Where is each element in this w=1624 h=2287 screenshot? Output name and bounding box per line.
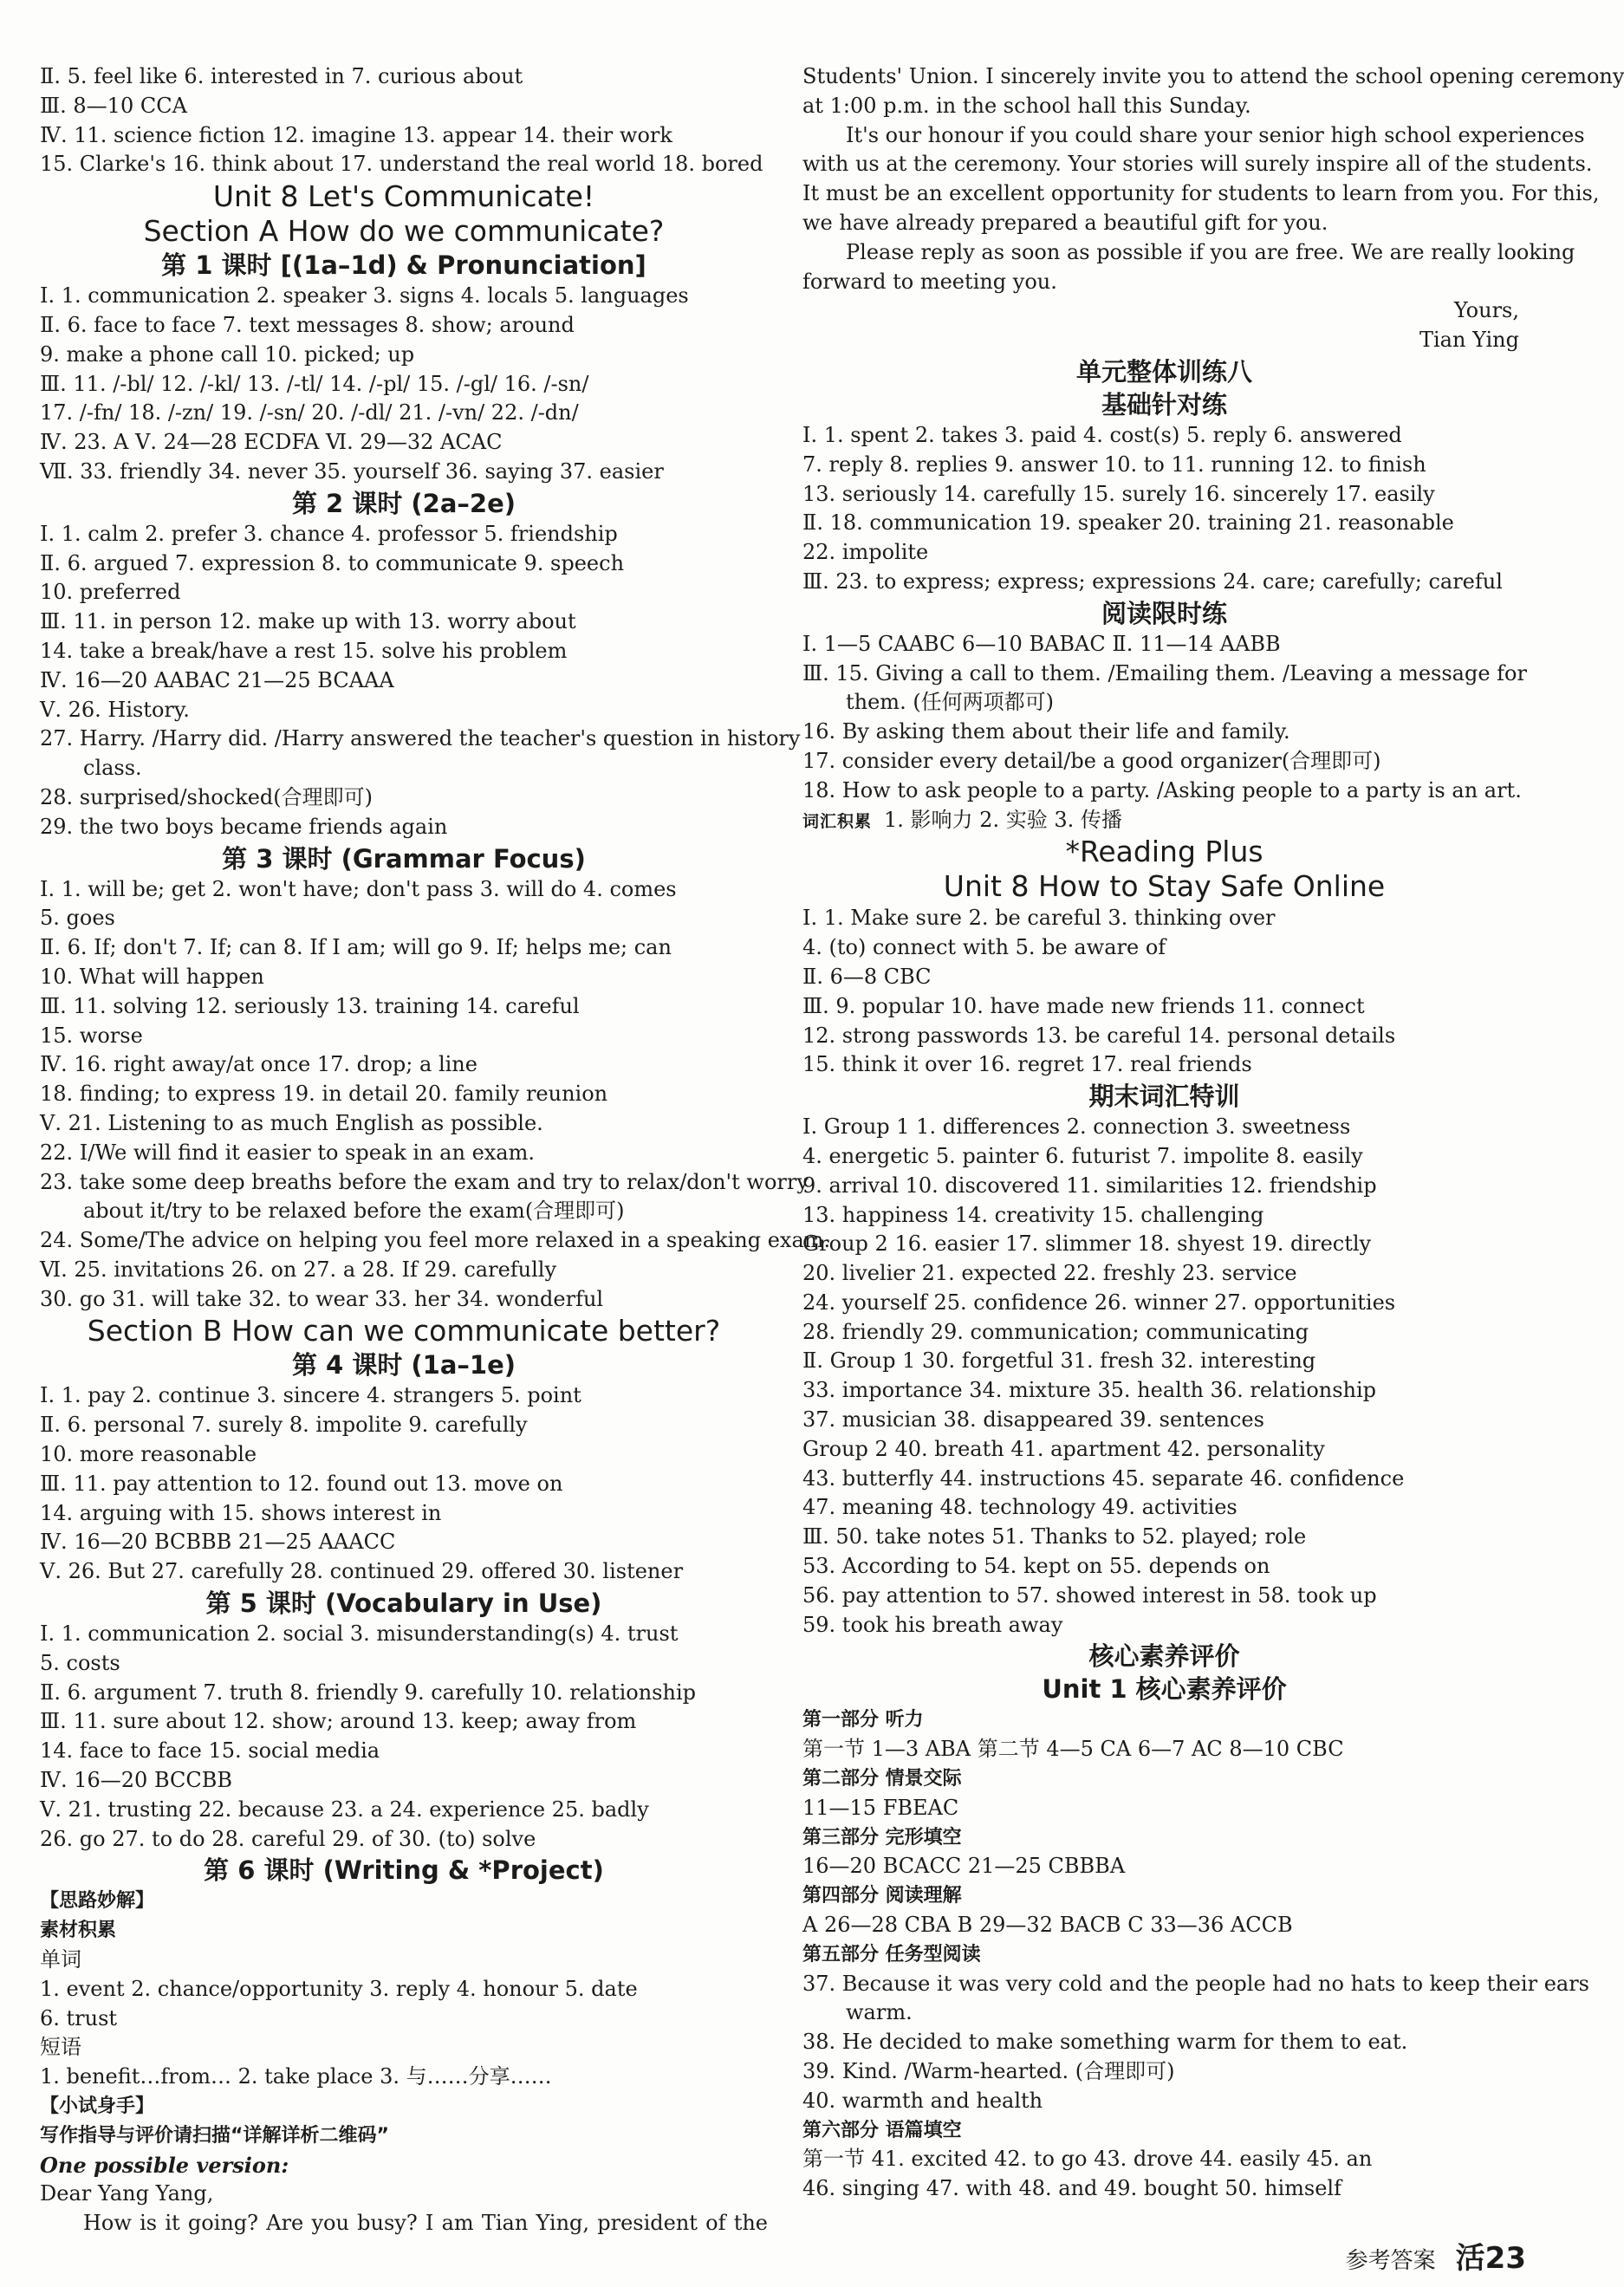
answer-line <box>40 399 768 428</box>
answer-line <box>40 1707 768 1737</box>
answer-line <box>40 666 768 696</box>
answer-line <box>802 179 1600 209</box>
section-heading <box>40 1348 768 1381</box>
answer-line <box>40 875 768 905</box>
answer-line <box>802 480 1526 510</box>
line-text: Ⅱ. 6—8 CBC <box>802 964 932 989</box>
answer-line <box>40 92 768 121</box>
line-text: It must be an excellent opportunity for students to learn from you. For this, <box>802 181 1600 206</box>
line-text: 4. (to) connect with 5. be aware of <box>802 935 1166 960</box>
answer-line <box>40 370 768 400</box>
line-text: 30. go 31. will take 32. to wear 33. her 34. wonderful <box>40 1286 604 1311</box>
line-text: 5. costs <box>40 1650 120 1675</box>
line-text: Ⅱ. 6. argued 7. expression 8. to communicate 9. speech <box>40 550 625 575</box>
line-text: Ⅰ. 1. will be; get 2. won't have; don't pass 3. will do 4. comes <box>40 876 677 901</box>
line-text: *Reading Plus <box>1065 835 1263 869</box>
answer-line <box>802 963 1526 992</box>
line-text: Ⅲ. 11. sure about 12. show; around 13. keep; away from <box>40 1709 637 1734</box>
line-text: Please reply as soon as possible if you are free. We are really looking <box>846 239 1575 264</box>
answer-line <box>802 1022 1526 1051</box>
line-text: 13. seriously 14. carefully 15. surely 16. sincerely 17. easily <box>802 481 1435 506</box>
line-text: 37. musician 38. disappeared 39. sentences <box>802 1407 1264 1433</box>
section-heading <box>802 1640 1526 1673</box>
answer-line <box>40 1226 831 1256</box>
line-text: 17. consider every detail/be a good organizer(合理即可) <box>802 748 1381 773</box>
line-text: One possible version: <box>40 2152 289 2178</box>
line-text: 14. take a break/have a rest 15. solve his problem <box>40 638 568 663</box>
answer-line <box>40 549 768 579</box>
answer-line <box>802 806 1526 835</box>
answer-line <box>40 933 768 963</box>
line-text: 43. butterfly 44. instructions 45. separate 46. confidence <box>802 1465 1405 1491</box>
subheading <box>40 1916 768 1946</box>
answer-line <box>802 1172 1526 1201</box>
line-text: Ⅴ. 21. Listening to as much English as possible. <box>40 1110 543 1135</box>
answer-line <box>802 1259 1526 1289</box>
answer-line <box>802 92 1526 121</box>
answer-line <box>40 1285 768 1315</box>
line-text: 素材积累 <box>40 1920 117 1942</box>
line-text: 17. /-fn/ 18. /-zn/ 19. /-sn/ 20. /-dl/ 21. /-vn/ 22. /-dn/ <box>40 400 579 426</box>
line-text: Ⅰ. 1. Make sure 2. be careful 3. thinking over <box>802 906 1276 931</box>
answer-line <box>802 1435 1526 1465</box>
line-text: 13. happiness 14. creativity 15. challenging <box>802 1202 1264 1227</box>
line-text: Ⅲ. 11. /-bl/ 12. /-kl/ 13. /-tl/ 14. /-pl/ 15. /-gl/ 16. /-sn/ <box>40 371 589 396</box>
line-text: 第一部分 听力 <box>802 1709 924 1731</box>
answer-line <box>802 2087 1526 2116</box>
answer-line <box>802 1611 1526 1641</box>
subheading <box>802 2116 1526 2146</box>
subheading <box>40 2121 768 2151</box>
line-text: 短语 <box>40 2035 81 2060</box>
answer-line <box>40 520 768 549</box>
line-text: Ⅲ. 50. take notes 51. Thanks to 52. played; role <box>802 1524 1307 1550</box>
line-text: 【小试身手】 <box>40 2095 155 2118</box>
line-text: 1. event 2. chance/opportunity 3. reply 4. honour 5. date <box>40 1976 638 2001</box>
line-text: 15. think it over 16. regret 17. real friends <box>802 1052 1252 1077</box>
line-text: 28. surprised/shocked(合理即可) <box>40 784 374 809</box>
line-text: Ⅳ. 11. science fiction 12. imagine 13. appear 14. their work <box>40 122 672 147</box>
answer-line <box>40 696 768 725</box>
line-text: Ⅱ. 6. personal 7. surely 8. impolite 9. carefully <box>40 1413 528 1438</box>
answer-line <box>802 451 1526 480</box>
answer-line <box>802 421 1526 451</box>
line-text: about it/try to be relaxed before the exam(合理即可) <box>83 1199 625 1224</box>
answer-line <box>802 904 1526 933</box>
answer-line <box>802 1318 1526 1348</box>
line-text: Students' Union. I sincerely invite you to attend the school opening ceremony <box>802 64 1624 88</box>
line-text: warm. <box>846 2000 913 2025</box>
line-text: 第一节 1—3 ABA 第二节 4—5 CA 6—7 AC 8—10 CBC <box>802 1737 1344 1762</box>
line-text: we have already prepared a beautiful gift for you. <box>802 210 1328 235</box>
line-text: 15. Clarke's 16. think about 17. understand the real world 18. bored <box>40 152 763 177</box>
line-text: A 26—28 CBA B 29—32 BACB C 33—36 ACCB <box>802 1913 1293 1938</box>
answer-line <box>802 1523 1526 1552</box>
answer-line <box>802 1970 1589 1999</box>
line-text: Ⅲ. 23. to express; express; expressions 24. care; carefully; careful <box>802 569 1503 594</box>
line-text: Ⅳ. 16—20 BCBBB 21—25 AAACC <box>40 1530 396 1555</box>
line-text: 4. energetic 5. painter 6. futurist 7. impolite 8. easily <box>802 1143 1363 1168</box>
answer-line <box>40 1470 768 1499</box>
line-text: It's our honour if you could share your senior high school experiences <box>846 122 1585 147</box>
line-text: 第 3 课时 (Grammar Focus) <box>222 843 586 874</box>
line-text: Dear Yang Yang, <box>40 2181 214 2206</box>
line-text: 第 4 课时 (1a–1e) <box>291 1350 516 1381</box>
line-text: Group 2 16. easier 17. slimmer 18. shyest 19. directly <box>802 1231 1372 1257</box>
answer-line <box>40 783 768 813</box>
answer-line <box>802 1230 1526 1259</box>
answer-line <box>40 121 768 151</box>
line-text: 第三部分 完形填空 <box>802 1826 962 1848</box>
subheading <box>802 1881 1526 1911</box>
answer-line <box>40 1080 768 1109</box>
line-text: Yours, <box>1453 298 1519 323</box>
section-heading <box>40 214 768 249</box>
line-text: 39. Kind. /Warm-hearted. (合理即可) <box>802 2059 1175 2084</box>
line-text: Ⅴ. 21. trusting 22. because 23. a 24. experience 25. badly <box>40 1796 649 1822</box>
line-text: 15. worse <box>40 1023 143 1048</box>
line-text: Ⅳ. 23. A Ⅴ. 24—28 ECDFA Ⅵ. 29—32 ACAC <box>40 430 503 455</box>
line-text: Ⅰ. 1. calm 2. prefer 3. chance 4. professor 5. friendship <box>40 521 618 546</box>
answer-line <box>802 509 1526 538</box>
line-text: 10. preferred <box>40 580 181 605</box>
section-heading <box>802 597 1526 630</box>
section-heading <box>802 1673 1526 1706</box>
answer-line <box>802 1794 1526 1823</box>
line-text: 7. reply 8. replies 9. answer 10. to 11. running 12. to finish <box>802 452 1426 477</box>
section-heading <box>802 835 1526 869</box>
line-text: Ⅱ. 6. If; don't 7. If; can 8. If I am; will go 9. If; helps me; can <box>40 935 672 960</box>
line-text: 第 5 课时 (Vocabulary in Use) <box>205 1589 602 1619</box>
line-text: at 1:00 p.m. in the school hall this Sunday. <box>802 93 1251 118</box>
answer-line <box>802 933 1526 963</box>
letter-paragraph-line <box>40 2209 768 2238</box>
answer-line <box>40 1946 768 1975</box>
line-text: Ⅲ. 11. in person 12. make up with 13. worry about <box>40 609 576 634</box>
footer-label: 参考答案 <box>1345 2248 1436 2274</box>
answer-line <box>802 538 1526 568</box>
answer-line <box>40 1557 768 1587</box>
answer-line <box>802 2145 1526 2174</box>
line-text: 单词 <box>40 1947 81 1972</box>
line-text: 28. friendly 29. communication; communicating <box>802 1319 1309 1344</box>
answer-line <box>802 747 1526 776</box>
answer-line-continued <box>802 1998 1526 2028</box>
line-text: Ⅲ. 11. pay attention to 12. found out 13. move on <box>40 1471 563 1496</box>
answer-line <box>40 1825 768 1855</box>
line-text: 9. arrival 10. discovered 11. similarities 12. friendship <box>802 1173 1377 1198</box>
line-text: Group 2 40. breath 41. apartment 42. personality <box>802 1436 1325 1461</box>
line-text: 24. yourself 25. confidence 26. winner 27. opportunities <box>802 1290 1396 1315</box>
answer-line <box>40 1168 809 1198</box>
line-text: 22. impolite <box>802 540 929 565</box>
subheading <box>802 1823 1526 1853</box>
answer-line <box>40 904 768 933</box>
section-heading <box>40 1854 768 1887</box>
answer-line <box>802 62 1624 92</box>
line-text: 第四部分 阅读理解 <box>802 1885 962 1907</box>
line-text: 14. face to face 15. social media <box>40 1738 380 1764</box>
answer-line <box>40 1440 768 1470</box>
line-text: Ⅰ. 1. communication 2. speaker 3. signs 4. locals 5. languages <box>40 283 689 309</box>
answer-line <box>802 1376 1526 1406</box>
vocab-tag: 词汇积累 <box>802 811 873 831</box>
answer-line-continued <box>802 688 1526 718</box>
subheading <box>40 2092 768 2121</box>
line-text: Ⅲ. 11. solving 12. seriously 13. training 14. careful <box>40 993 580 1018</box>
line-text: Section A How do we communicate? <box>143 214 665 249</box>
answer-line <box>40 1109 768 1139</box>
line-text: 14. arguing with 15. shows interest in <box>40 1500 442 1525</box>
line-text: 【思路妙解】 <box>40 1890 155 1913</box>
line-text: 46. singing 47. with 48. and 49. bought 50. himself <box>802 2176 1341 2201</box>
letter-paragraph-line <box>802 121 1585 151</box>
section-heading <box>40 1314 768 1348</box>
letter-signoff <box>802 326 1526 355</box>
line-text: 53. According to 54. kept on 55. depends on <box>802 1554 1270 1579</box>
answer-line <box>40 311 768 341</box>
line-text: Ⅲ. 9. popular 10. have made new friends 11. connect <box>802 993 1365 1018</box>
line-text: 29. the two boys became friends again <box>40 814 448 839</box>
answer-line <box>802 1050 1526 1080</box>
line-text: 23. take some deep breaths before the exam and try to relax/don't worry <box>40 1169 809 1194</box>
line-text: Ⅰ. 1. communication 2. social 3. misunderstanding(s) 4. trust <box>40 1621 679 1647</box>
answer-line <box>40 724 801 754</box>
line-text: 第 2 课时 (2a–2e) <box>291 488 516 518</box>
line-text: 第 6 课时 (Writing & *Project) <box>204 1855 604 1886</box>
section-heading <box>802 388 1526 421</box>
answer-line <box>40 341 768 370</box>
line-text: 27. Harry. /Harry did. /Harry answered the teacher's question in history <box>40 726 801 751</box>
line-text: 阅读限时练 <box>1101 598 1227 628</box>
line-text: 16—20 BCACC 21—25 CBBBA <box>802 1854 1126 1879</box>
left-column <box>40 62 831 2238</box>
answer-line <box>40 1411 768 1440</box>
answer-line <box>40 1381 768 1411</box>
line-text: 40. warmth and health <box>802 2088 1043 2113</box>
line-text: Section B How can we communicate better? <box>87 1314 721 1348</box>
line-text: Unit 8 How to Stay Safe Online <box>943 869 1386 904</box>
line-text: with us at the ceremony. Your stories will surely inspire all of the students. <box>802 152 1593 177</box>
line-text: 第五部分 任务型阅读 <box>802 1943 981 1965</box>
answer-line <box>40 578 768 607</box>
line-text: 单元整体训练八 <box>1075 356 1252 387</box>
answer-line <box>802 1201 1526 1231</box>
answer-line <box>40 1620 768 1649</box>
subheading <box>802 1940 1526 1970</box>
letter-signoff <box>802 296 1526 326</box>
answer-line <box>802 659 1526 689</box>
right-column <box>802 62 1624 2204</box>
answer-line <box>40 607 768 637</box>
answer-line <box>40 1528 768 1557</box>
line-text: Tian Ying <box>1419 328 1519 353</box>
line-text: 12. strong passwords 13. be careful 14. personal details <box>802 1023 1396 1048</box>
answer-line <box>40 963 768 992</box>
line-text: Unit 8 Let's Communicate! <box>212 179 595 214</box>
line-text: Ⅲ. 15. Giving a call to them. /Emailing them. /Leaving a message for <box>802 660 1527 685</box>
answer-line <box>802 776 1526 806</box>
answer-line <box>40 1050 768 1080</box>
line-text: Ⅳ. 16—20 BCCBB <box>40 1768 233 1793</box>
answer-line <box>40 2033 768 2063</box>
answer-line <box>802 1142 1526 1172</box>
answer-line <box>40 1022 768 1051</box>
answer-line <box>802 1735 1526 1764</box>
line-text: Ⅱ. 6. argument 7. truth 8. friendly 9. carefully 10. relationship <box>40 1680 696 1705</box>
answer-line <box>40 150 768 179</box>
letter-paragraph-line <box>802 238 1575 268</box>
line-text: 26. go 27. to do 28. careful 29. of 30. (to) solve <box>40 1826 536 1851</box>
line-text: 期末词汇特训 <box>1088 1082 1240 1112</box>
section-heading <box>802 355 1526 388</box>
line-text: 10. What will happen <box>40 964 264 989</box>
section-heading <box>40 249 768 282</box>
answer-line <box>802 568 1526 597</box>
line-text: them. (任何两项都可) <box>846 690 1055 715</box>
answer-line <box>40 1796 768 1825</box>
line-text: 37. Because it was very cold and the people had no hats to keep their ears <box>802 1971 1589 1996</box>
line-text: 第一节 41. excited 42. to go 43. drove 44. easily 45. an <box>802 2147 1373 2172</box>
answer-line <box>802 1582 1526 1611</box>
answer-line <box>802 1113 1526 1142</box>
line-text: 47. meaning 48. technology 49. activities <box>802 1495 1237 1520</box>
line-text: 56. pay attention to 57. showed interest in 58. took up <box>802 1582 1377 1608</box>
answer-line <box>40 282 768 311</box>
answer-line <box>40 2180 768 2209</box>
answer-line <box>40 1737 768 1766</box>
line-text: 第二部分 情景交际 <box>802 1768 962 1790</box>
section-heading <box>802 869 1526 904</box>
answer-line <box>802 1289 1526 1318</box>
answer-line <box>802 2174 1526 2204</box>
line-text: Ⅳ. 16—20 AABAC 21—25 BCAAA <box>40 667 394 692</box>
line-text: 基础针对练 <box>1101 389 1227 419</box>
subheading <box>40 2151 768 2180</box>
line-text: Ⅴ. 26. History. <box>40 697 190 722</box>
answer-line-continued <box>40 1197 768 1226</box>
answer-line <box>40 992 768 1022</box>
answer-line <box>802 1347 1526 1376</box>
answer-line <box>40 2063 768 2092</box>
line-text: 16. By asking them about their life and family. <box>802 719 1290 744</box>
line-text: 第 1 课时 [(1a–1d) & Pronunciation] <box>161 250 646 281</box>
line-text: 20. livelier 21. expected 22. freshly 23. service <box>802 1261 1297 1286</box>
answer-line <box>802 268 1526 297</box>
section-heading <box>802 1080 1526 1113</box>
answer-line <box>802 1465 1526 1494</box>
line-text: Ⅴ. 26. But 27. carefully 28. continued 29. offered 30. listener <box>40 1559 684 1584</box>
line-text: Ⅲ. 8—10 CCA <box>40 93 187 118</box>
line-text: Ⅱ. 18. communication 19. speaker 20. training 21. reasonable <box>802 510 1454 536</box>
line-text: 33. importance 34. mixture 35. health 36. relationship <box>802 1378 1377 1403</box>
line-text: 59. took his breath away <box>802 1612 1063 1637</box>
answer-line <box>802 209 1526 238</box>
answer-line <box>802 2028 1526 2057</box>
answer-line <box>802 630 1526 659</box>
line-text: Ⅰ. 1. spent 2. takes 3. paid 4. cost(s) 5. reply 6. answered <box>802 422 1402 447</box>
answer-line <box>802 992 1526 1022</box>
line-text: 1. 影响力 2. 实验 3. 传播 <box>884 807 1122 832</box>
line-text: 1. benefit…from… 2. take place 3. 与……分享…… <box>40 2064 552 2089</box>
line-text: 18. finding; to express 19. in detail 20. family reunion <box>40 1082 608 1107</box>
line-text: 38. He decided to make something warm for them to eat. <box>802 2030 1408 2055</box>
section-heading <box>40 179 768 214</box>
line-text: Ⅱ. Group 1 30. forgetful 31. fresh 32. interesting <box>802 1348 1316 1374</box>
answer-line <box>802 150 1593 179</box>
line-text: 核心素养评价 <box>1088 1641 1240 1672</box>
answer-line <box>40 1649 768 1679</box>
section-heading <box>40 842 768 875</box>
answer-line <box>802 1552 1526 1582</box>
line-text: Ⅱ. 5. feel like 6. interested in 7. curious about <box>40 64 523 88</box>
page-footer <box>1346 2239 1526 2277</box>
line-text: Ⅶ. 33. friendly 34. never 35. yourself 36. saying 37. easier <box>40 458 664 484</box>
section-heading <box>40 1587 768 1620</box>
line-text: Ⅵ. 25. invitations 26. on 27. a 28. If 29. carefully <box>40 1257 557 1282</box>
line-text: Ⅳ. 16. right away/at once 17. drop; a line <box>40 1052 477 1077</box>
line-text: 22. I/We will find it easier to speak in an exam. <box>40 1140 535 1165</box>
line-text: class. <box>83 756 142 781</box>
line-text: Ⅰ. Group 1 1. differences 2. connection 3. sweetness <box>802 1114 1351 1140</box>
line-text: forward to meeting you. <box>802 269 1057 294</box>
answer-line <box>802 1406 1526 1435</box>
answer-line <box>802 718 1526 747</box>
line-text: Ⅰ. 1. pay 2. continue 3. sincere 4. strangers 5. point <box>40 1383 581 1408</box>
answer-line <box>802 1852 1526 1881</box>
line-text: 11—15 FBEAC <box>802 1795 959 1820</box>
line-text: 10. more reasonable <box>40 1442 257 1467</box>
answer-line <box>40 62 768 92</box>
answer-line <box>40 1139 768 1168</box>
page-number: 活23 <box>1455 2241 1526 2276</box>
section-heading <box>40 487 768 520</box>
line-text: 6. trust <box>40 2005 118 2030</box>
line-text: Unit 1 核心素养评价 <box>1042 1674 1287 1705</box>
answer-line <box>40 1975 768 2004</box>
answer-line <box>40 1766 768 1796</box>
answer-line <box>40 1679 768 1708</box>
answer-line <box>40 2004 768 2034</box>
line-text: 写作指导与评价请扫描“详解详析二维码” <box>40 2124 389 2147</box>
answer-line <box>802 2057 1526 2087</box>
line-text: 第六部分 语篇填空 <box>802 2119 962 2141</box>
answer-line <box>802 1493 1526 1523</box>
answer-line <box>40 813 768 842</box>
subheading <box>40 1887 768 1916</box>
line-text: 24. Some/The advice on helping you feel more relaxed in a speaking exam. <box>40 1228 831 1253</box>
answer-line <box>40 428 768 458</box>
subheading <box>802 1706 1526 1735</box>
answer-line <box>40 637 768 666</box>
line-text: Ⅰ. 1—5 CAABC 6—10 BABAC Ⅱ. 11—14 AABB <box>802 631 1281 656</box>
answer-line <box>40 1499 768 1529</box>
line-text: Ⅱ. 6. face to face 7. text messages 8. show; around <box>40 312 575 337</box>
answer-line <box>40 458 768 487</box>
answer-line <box>40 1256 768 1285</box>
line-text: How is it going? Are you busy? I am Tian Ying, president of the <box>83 2211 768 2236</box>
line-text: 18. How to ask people to a party. /Asking people to a party is an art. <box>802 777 1522 802</box>
answer-line <box>802 1911 1526 1940</box>
line-text: 5. goes <box>40 906 115 931</box>
subheading <box>802 1764 1526 1794</box>
answer-line-continued <box>40 754 768 783</box>
line-text: 9. make a phone call 10. picked; up <box>40 341 415 367</box>
